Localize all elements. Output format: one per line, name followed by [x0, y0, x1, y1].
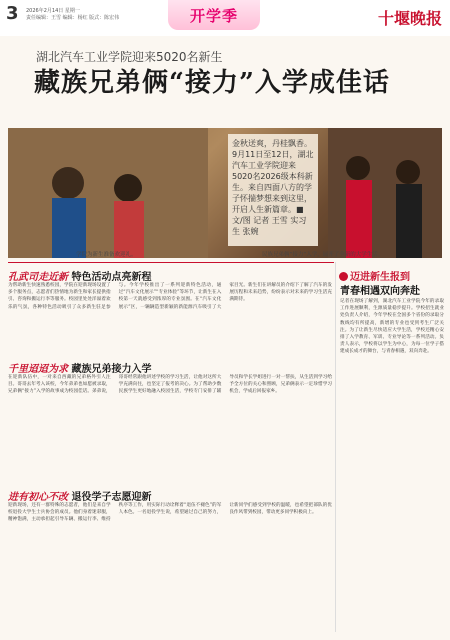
newspaper-brand: 十堰晚报: [377, 9, 442, 28]
section-1-tag: 孔武司走近新: [8, 272, 72, 283]
lead-paragraph: 金秋送爽，丹桂飘香。9月11日至12日，湖北汽车工业学院迎来5020名2026级本科新生。来自四面八方的学子怀揣梦想来到这里，开启人生新篇章。■文/图 记者 王雪 实习生 张婉: [228, 134, 318, 246]
section-banner: [168, 0, 260, 30]
article-subhead: 湖北汽车工业学院迎来5020名新生: [36, 50, 223, 64]
section-3-body: 迎新现场，还有一群特殊的志愿者，他们是来自学校退役大学生士兵协会的成员。他们身着迷彩服，精神饱满，主动承担起引导车辆、搬运行李、维持秩序等工作，用实际行动诠释着“退伍不褪色”的军人本色。一名退役学生说，希望通过自己的努力，让新同学们感受到学校的温暖，也希望把部队的优良作风带到校园，带动更多同学积极向上。: [8, 503, 332, 523]
bullet-icon: [339, 272, 348, 281]
section-3-heading: [8, 488, 151, 503]
section-2-heading: [8, 360, 151, 375]
page-number: 3: [6, 3, 19, 24]
sidebar-body: 记者在现场了解到，湖北汽车工业学院今年的录取工作进展顺利，生源质量稳步提升。学校招生就业处负责人介绍，今年学校在全国多个省份的录取分数线均有所提高，新增的专业也受到考生广泛关注。为了让新生尽快适应大学生活，学校还精心安排了入学教育、军训、专业导论等一系列活动。负责人表示，学校将以学生为中心，为每一位学子搭建成长成才的舞台，与青春相遇，双向奔赴。: [340, 299, 444, 355]
section-1-body: 为帮助新生快速熟悉校园，学院在迎新现场设置了多个服务点，志愿者们热情地为新生和家长提供指引、咨询和搬运行李等服务。校园里处处洋溢着欢乐的气氛，各种特色活动吸引了众多新生驻足参与。今年学校推出了一系列迎新特色活动，通过“汽车文化展示”“专业体验”等环节，让新生在入校第一天就感受到浓厚的专业氛围。在“汽车文化展示”区，一辆辆造型新颖的新能源汽车吸引了大家目光。新生们在讲解员的介绍下了解了汽车的发展历程和未来趋势，纷纷表示对未来的学习生活充满期待。: [8, 283, 332, 310]
photo-caption-left: 学院为新生准备欢迎礼。: [76, 252, 137, 258]
section-3-tag: 进有初心不改: [8, 492, 72, 503]
page-header: [0, 0, 450, 36]
issue-date: 2026年2月14日 星期一: [26, 8, 80, 14]
editor-credits: 责任编辑：王雪 编辑：杨红 版式：陈宏伟: [26, 15, 120, 21]
section-2-tag: 千里迢迢为求: [8, 364, 72, 375]
sidebar-title: 青春相遇双向奔赴: [340, 286, 420, 297]
section-3-title: 退役学子志愿迎新: [71, 492, 152, 503]
sidebar-tag-label: 迈进新生报到: [350, 272, 410, 283]
hero-photo: [8, 128, 442, 258]
section-divider: [8, 262, 334, 263]
section-1-title: 特色活动点亮新程: [71, 272, 152, 283]
article-headline: 藏族兄弟俩“接力”入学成佳话: [34, 68, 390, 98]
banner-title: 开学季: [189, 7, 238, 25]
section-2-title: 藏族兄弟接力入学: [71, 364, 152, 375]
section-2-body: 在迎新队伍中，一对来自西藏的兄弟格外引人注目。哥哥去年考入该校，今年弟弟也如愿被录取，兄弟俩“接力”入学的故事成为校园佳话。弟弟说，哥哥经常跟他讲述学校的学习生活，让他对这所大学充满向往，也坚定了报考的决心。为了帮助少数民族学生更好地融入校园生活，学校专门安排了辅导员和学长学姐进行一对一帮扶，从生活到学习给予全方位的关心和照顾，兄弟俩表示一定珍惜学习机会，学成后回报家乡。: [8, 375, 332, 395]
photo-caption-right: 民族兄弟俩“接力”入学，展开了全新的大学生活。: [262, 252, 384, 258]
hero-photo-art: [8, 128, 442, 258]
section-1-heading: [8, 268, 151, 283]
column-divider: [335, 262, 336, 632]
sidebar-tag: [339, 268, 410, 283]
